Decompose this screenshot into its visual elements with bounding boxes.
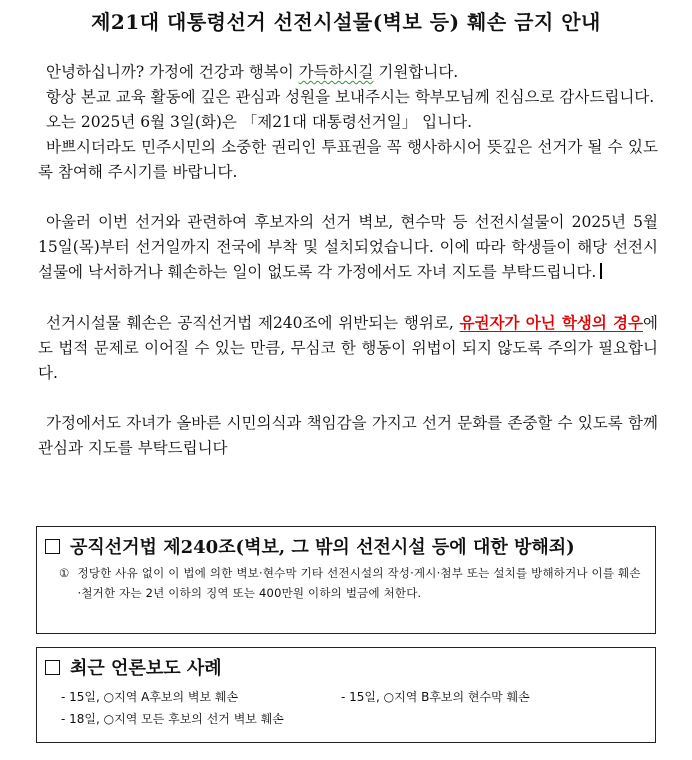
greeting-paragraph [38,60,658,85]
square-bullet-icon [45,660,60,675]
news-item: - 18일, ○지역 모든 후보의 선거 벽보 훼손 [61,712,284,726]
greeting-text-end: 기원합니다. [373,63,459,81]
law-clause-text: 정당한 사유 없이 이 법에 의한 벽보·현수막 기타 선전시설의 작성·게시·첨부 또는 설치를 방해하거나 이를 훼손·철거한 자는 2년 이하의 징역 또는 400만원 이하의 벌금에 처한다. [77,566,641,600]
legal-warning-text-end: 에도 법적 문제로 이어질 수 있는 만큼, 무심코 한 행동이 위법이 되지 않도록 주의가 필요합니다. [38,314,658,382]
paragraph-gap [38,386,658,411]
law-box-heading [37,527,655,559]
closing-paragraph: 가정에서도 자녀가 올바른 시민의식과 책임감을 가지고 선거 문화를 존중할 수 있도록 함께 관심과 지도를 부탁드립니다 [38,414,658,457]
page-title: 제21대 대통령선거 선전시설물(벽보 등) 훼손 금지 안내 [91,10,601,34]
facilities-text: 아울러 이번 선거와 관련하여 후보자의 선거 벽보, 현수막 등 선전시설물이 2025년 5월 15일(목)부터 선거일까지 전국에 부착 및 설치되었습니다. 이에 따라 학생들이 해당 선전시설물에 낙서하거나 훼손하는 일이 없도록 각 가정에서도 자녀 지도를 부탁드립니다. [38,213,658,281]
law-heading-text: 공직선거법 제240조(벽보, 그 밖의 선전시설 등에 대한 방해죄) [70,537,575,558]
letter-body [38,60,658,461]
news-row [61,708,643,730]
clause-number: ① [59,566,70,580]
square-bullet-icon [45,539,60,554]
news-item: - 15일, ○지역 B후보의 현수막 훼손 [341,690,530,704]
paragraph-gap [38,185,658,210]
news-heading-text: 최근 언론보도 사례 [70,658,222,679]
law-box [36,526,656,634]
news-box [36,647,656,743]
emphasized-warning: 유권자가 아닌 학생의 경우 [459,313,644,332]
paragraph-gap [38,285,658,310]
news-item: - 15일, ○지역 A후보의 벽보 훼손 [61,690,239,704]
law-clause [37,559,655,603]
greeting-text: 안녕하십니까? 가정에 건강과 행복이 [46,63,299,81]
text-cursor [600,263,602,279]
news-box-heading [37,648,655,680]
spellcheck-flagged-word: 가득하시길 [298,63,374,81]
election-date-paragraph: 오는 2025년 6월 3일(화)은 「제21대 대통령선거일」 입니다. [46,113,472,131]
vote-encouragement-paragraph: 바쁘시더라도 민주시민의 소중한 권리인 투표권을 꼭 행사하시어 뜻깊은 선거가 될 수 있도록 참여해 주시기를 바랍니다. [38,138,658,181]
thanks-paragraph: 항상 본교 교육 활동에 깊은 관심과 성원을 보내주시는 학부모님께 진심으로 감사드립니다. [46,88,655,106]
news-list [37,680,655,730]
legal-warning-text: 선거시설물 훼손은 공직선거법 제240조에 위반되는 행위로, [46,314,460,332]
facilities-paragraph [38,210,658,285]
news-row [61,686,643,708]
legal-warning-paragraph [38,310,658,386]
